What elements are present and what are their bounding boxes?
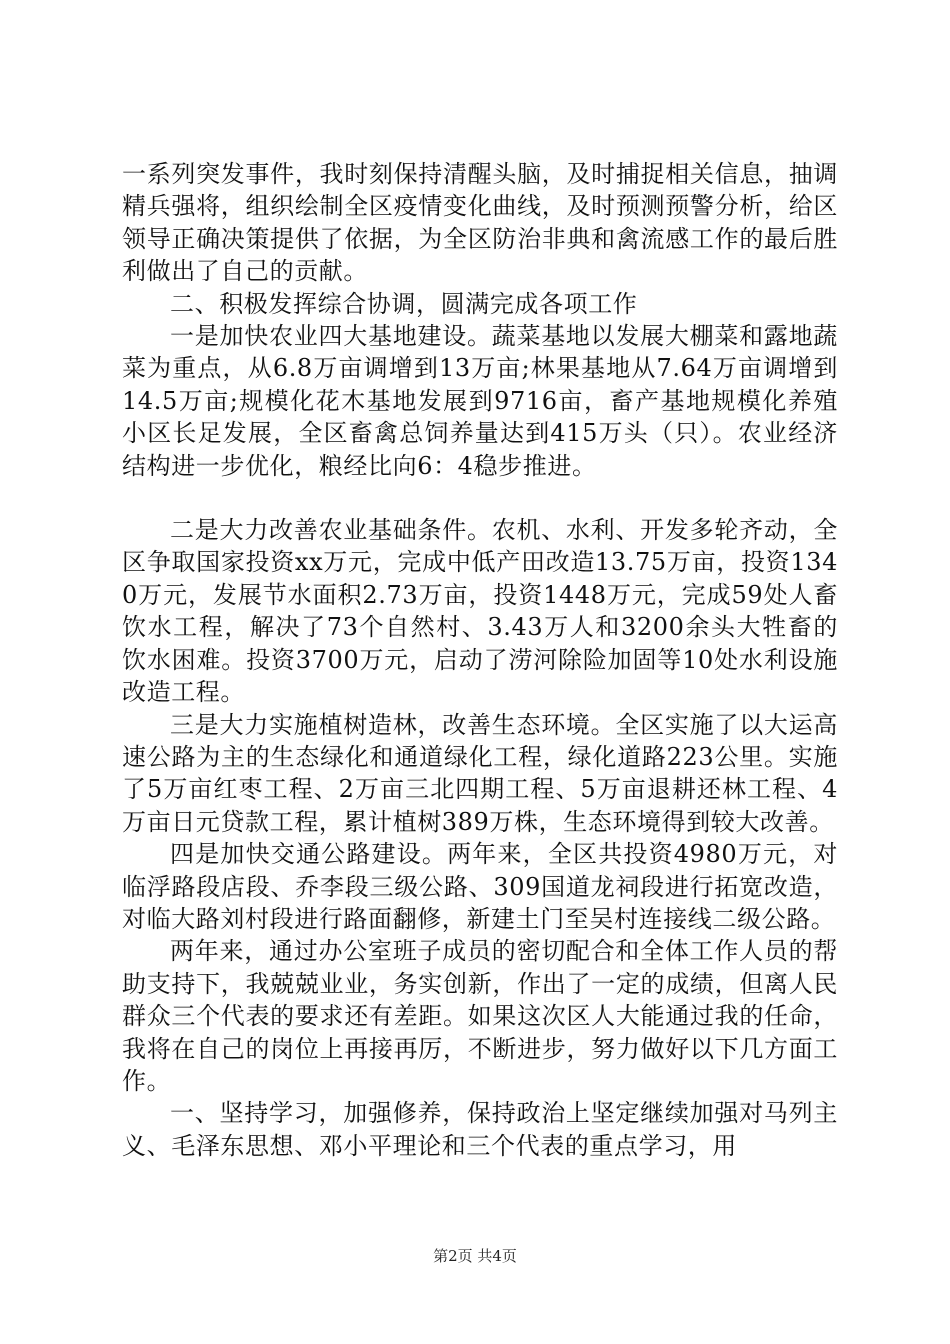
paragraph-infrastructure: 二是大力改善农业基础条件。农机、水利、开发多轮齐动，全区争取国家投资xx万元，完成中低产田改造13.75万亩，投资1340万元，发展节水面积2.73万亩，投资1448万元，完成59处人畜饮水工程，解决了73个自然村、3.43万人和3200余头大牲畜的饮水困难。投资3700万元，启动了涝河除险加固等10处水利设施改造工程。	[122, 516, 838, 707]
paragraph-afforestation: 三是大力实施植树造林，改善生态环境。全区实施了以大运高速公路为主的生态绿化和通道绿化工程，绿化道路223公里。实施了5万亩红枣工程、2万亩三北四期工程、5万亩退耕还林工程、4万亩日元贷款工程，累计植树389万株，生态环境得到较大改善。	[122, 710, 838, 836]
paragraph-spacer	[122, 482, 838, 514]
paragraph-road-construction: 四是加快交通公路建设。两年来，全区共投资4980万元，对临浮路段店段、乔李段三级公路、309国道龙祠段进行拓宽改造，对临大路刘村段进行路面翻修，新建土门至吴村连接线二级公路。	[122, 840, 838, 933]
page-footer: 第2页 共4页	[433, 1247, 517, 1265]
section-heading: 二、积极发挥综合协调，圆满完成各项工作	[170, 289, 638, 318]
document-body	[122, 158, 838, 1162]
paragraph-summary: 两年来，通过办公室班子成员的密切配合和全体工作人员的帮助支持下，我兢兢业业，务实创新，作出了一定的成绩，但离人民群众三个代表的要求还有差距。如果这次区人大能通过我的任命，我将在自己的岗位上再接再厉，不断进步，努力做好以下几方面工作。	[122, 937, 838, 1095]
paragraph-agriculture-bases: 一是加快农业四大基地建设。蔬菜基地以发展大棚菜和露地蔬菜为重点，从6.8万亩调增到13万亩;林果基地从7.64万亩调增到14.5万亩;规模化花木基地发展到9716亩，畜产基地规模化养殖小区长足发展，全区畜禽总饲养量达到415万头（只）。农业经济结构进一步优化，粮经比向6：4稳步推进。	[122, 322, 838, 480]
paragraph-continuation: 一系列突发事件，我时刻保持清醒头脑，及时捕捉相关信息，抽调精兵强将，组织绘制全区疫情变化曲线，及时预测预警分析，给区领导正确决策提供了依据，为全区防治非典和禽流感工作的最后胜利做出了自己的贡献。	[122, 160, 838, 286]
paragraph-study-plan: 一、坚持学习，加强修养，保持政治上坚定继续加强对马列主义、毛泽东思想、邓小平理论和三个代表的重点学习，用	[122, 1099, 838, 1160]
